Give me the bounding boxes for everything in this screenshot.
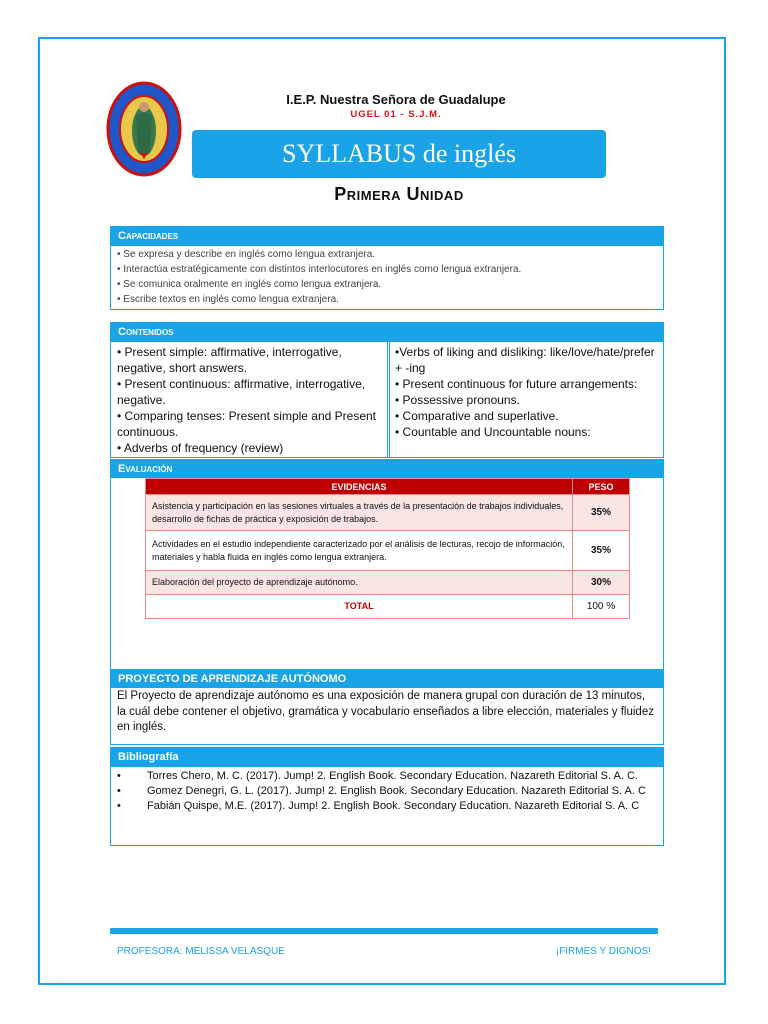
contenido-item: • Comparative and superlative. — [395, 409, 559, 423]
capacidad-item: • Interactúa estratégicamente con distintos interlocutores en inglés como lengua extranjera. — [117, 264, 522, 275]
bullet: • — [117, 785, 121, 797]
page-title: SYLLABUS de inglés — [192, 130, 606, 178]
capacidades-list — [111, 246, 663, 308]
contenidos-left-column — [117, 344, 383, 456]
bibliografia-box — [110, 766, 664, 846]
evaluacion-header: Evaluación — [110, 459, 664, 478]
school-name: I.E.P. Nuestra Señora de Guadalupe — [286, 92, 506, 107]
table-row — [146, 495, 630, 531]
bullet: • — [117, 800, 121, 812]
contenido-item: • Present continuous: affirmative, interrogative, negative. — [117, 377, 366, 407]
capacidad-item: • Se expresa y describe en inglés como lengua extranjera. — [117, 249, 376, 260]
column-divider — [387, 342, 390, 457]
contenido-item: •Verbs of liking and disliking: like/love/hate/prefer + -ing — [395, 345, 655, 375]
evaluation-table — [145, 478, 630, 619]
total-value: 100 % — [573, 595, 630, 619]
contenido-item: • Present continuous for future arrangements: — [395, 377, 638, 391]
footer-bar — [110, 928, 658, 934]
table-row — [146, 531, 630, 571]
capacidades-header: Capacidades — [110, 226, 664, 245]
col-evidencias: EVIDENCIAS — [146, 479, 573, 495]
contenidos-box — [110, 341, 664, 458]
bibliography-text: Gomez Denegri, G. L. (2017). Jump! 2. English Book. Secondary Education. Nazareth Editorial S. A. C — [147, 785, 646, 797]
total-row — [146, 595, 630, 619]
teacher-name: PROFESORA: MELISSA VELASQUE — [117, 946, 285, 957]
contenidos-header: Contenidos — [110, 322, 664, 341]
bullet: • — [117, 770, 121, 782]
proyecto-header: PROYECTO DE APRENDIZAJE AUTÓNOMO — [110, 670, 664, 687]
table-header-row — [146, 479, 630, 495]
bibliography-item — [111, 784, 663, 799]
school-motto: ¡FIRMES Y DIGNOS! — [555, 946, 651, 957]
col-peso: PESO — [573, 479, 630, 495]
contenido-item: • Comparing tenses: Present simple and Present continuous. — [117, 409, 376, 439]
evidence-weight: 30% — [573, 571, 630, 595]
bibliography-item — [111, 769, 663, 784]
evidence-text: Asistencia y participación en las sesiones virtuales a través de la presentación de trabajos individuales, desarrollo de fichas de práctica y exposición de trabajos. — [146, 495, 573, 531]
evidence-weight: 35% — [573, 531, 630, 571]
unit-title: Primera Unidad — [334, 184, 464, 204]
contenido-item: • Countable and Uncountable nouns: — [395, 425, 591, 439]
bibliography-text: Torres Chero, M. C. (2017). Jump! 2. English Book. Secondary Education. Nazareth Editorial S. A. C. — [147, 770, 638, 782]
proyecto-text: El Proyecto de aprendizaje autónomo es una exposición de manera grupal con duración de 13 minutos, la cuál debe contener el objetivo, gramática y vocabulario enseñados a libre elección, materiales y fluidez en inglés. — [117, 690, 654, 733]
capacidad-item: • Se comunica oralmente en inglés como lengua extranjera. — [117, 279, 382, 290]
evidence-text: Elaboración del proyecto de aprendizaje autónomo. — [146, 571, 573, 595]
contenido-item: • Adverbs of frequency (review) — [117, 441, 284, 455]
total-label: TOTAL — [146, 595, 573, 619]
evidence-weight: 35% — [573, 495, 630, 531]
capacidades-box — [110, 245, 664, 310]
bibliography-text: Fabián Quispe, M.E. (2017). Jump! 2. English Book. Secondary Education. Nazareth Editorial S. A. C — [147, 800, 640, 812]
contenidos-right-column — [395, 344, 659, 440]
proyecto-box — [110, 687, 664, 745]
ugel-label: UGEL 01 - S.J.M. — [350, 109, 442, 120]
bibliography-item — [111, 799, 663, 814]
school-logo — [106, 81, 182, 177]
contenido-item: • Present simple: affirmative, interrogative, negative, short answers. — [117, 345, 342, 375]
evidence-text: Actividades en el estudio independiente caracterizado por el análisis de lecturas, recojo de información, materiales y habla fluida en inglés como lengua extranjera. — [146, 531, 573, 571]
capacidad-item: • Escribe textos en inglés como lengua extranjera. — [117, 294, 339, 305]
bibliografia-header: Bibliografía — [110, 747, 664, 766]
table-row — [146, 571, 630, 595]
contenido-item: • Possessive pronouns. — [395, 393, 520, 407]
